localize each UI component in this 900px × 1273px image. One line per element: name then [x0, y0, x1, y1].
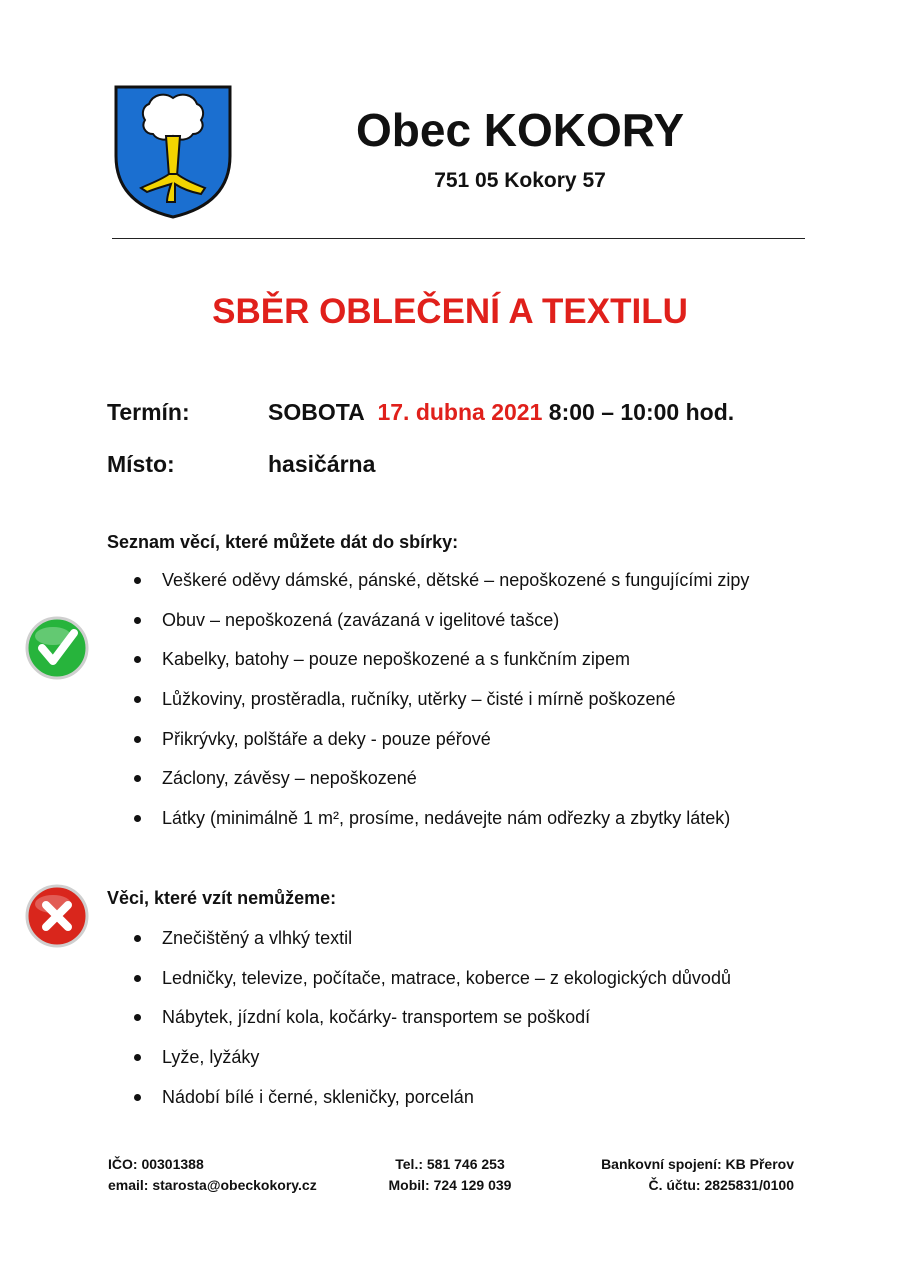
list-item: Záclony, závěsy – nepoškozené	[0, 766, 749, 806]
list-item: Nábytek, jízdní kola, kočárky- transportem se poškodí	[0, 1005, 731, 1045]
footer-left	[108, 1154, 317, 1196]
term-label: Termín:	[107, 399, 190, 425]
footer-ico: IČO: 00301388	[108, 1156, 204, 1172]
list-item: Přikrývky, polštáře a deky - pouze péřové	[0, 727, 749, 767]
footer-email: email: starosta@obeckokory.cz	[108, 1177, 317, 1193]
term-time: 8:00 – 10:00 hod.	[548, 399, 735, 425]
list-item: Nádobí bílé i černé, skleničky, porcelán	[0, 1085, 731, 1125]
municipality-address: 751 05 Kokory 57	[434, 169, 606, 192]
list-item: Lyže, lyžáky	[0, 1045, 731, 1085]
collection-headline: SBĚR OBLEČENÍ A TEXTILU	[212, 292, 688, 331]
list-item: Obuv – nepoškozená (zavázaná v igelitové tašce)	[0, 608, 749, 648]
term-value	[268, 397, 734, 427]
footer-tel: Tel.: 581 746 253	[395, 1156, 505, 1172]
rejected-list	[0, 926, 731, 1124]
footer-right	[601, 1154, 794, 1196]
footer-center	[350, 1154, 550, 1196]
footer-account: Č. účtu: 2825831/0100	[648, 1177, 794, 1193]
place-label: Místo:	[107, 451, 175, 477]
list-item: Lůžkoviny, prostěradla, ručníky, utěrky – čisté i mírně poškozené	[0, 687, 749, 727]
accepted-list	[0, 568, 749, 846]
footer-mobile: Mobil: 724 129 039	[388, 1177, 512, 1193]
header-divider	[112, 238, 805, 239]
term-date: 17. dubna 2021	[377, 399, 543, 425]
footer-bank: Bankovní spojení: KB Přerov	[601, 1156, 794, 1172]
list-item: Veškeré oděvy dámské, pánské, dětské – nepoškozené s fungujícími zipy	[0, 568, 749, 608]
term-day: SOBOTA	[268, 399, 365, 425]
list-item: Ledničky, televize, počítače, matrace, koberce – z ekologických důvodů	[0, 966, 731, 1006]
coat-of-arms-logo	[113, 84, 233, 220]
list-item: Znečištěný a vlhký textil	[0, 926, 731, 966]
accepted-heading: Seznam věcí, které můžete dát do sbírky:	[107, 532, 459, 552]
list-item: Látky (minimálně 1 m², prosíme, nedávejte nám odřezky a zbytky látek)	[0, 806, 749, 846]
place-value: hasičárna	[268, 451, 376, 477]
page-title: Obec KOKORY	[355, 104, 685, 156]
rejected-heading: Věci, které vzít nemůžeme:	[107, 888, 337, 908]
list-item: Kabelky, batohy – pouze nepoškozené a s funkčním zipem	[0, 647, 749, 687]
